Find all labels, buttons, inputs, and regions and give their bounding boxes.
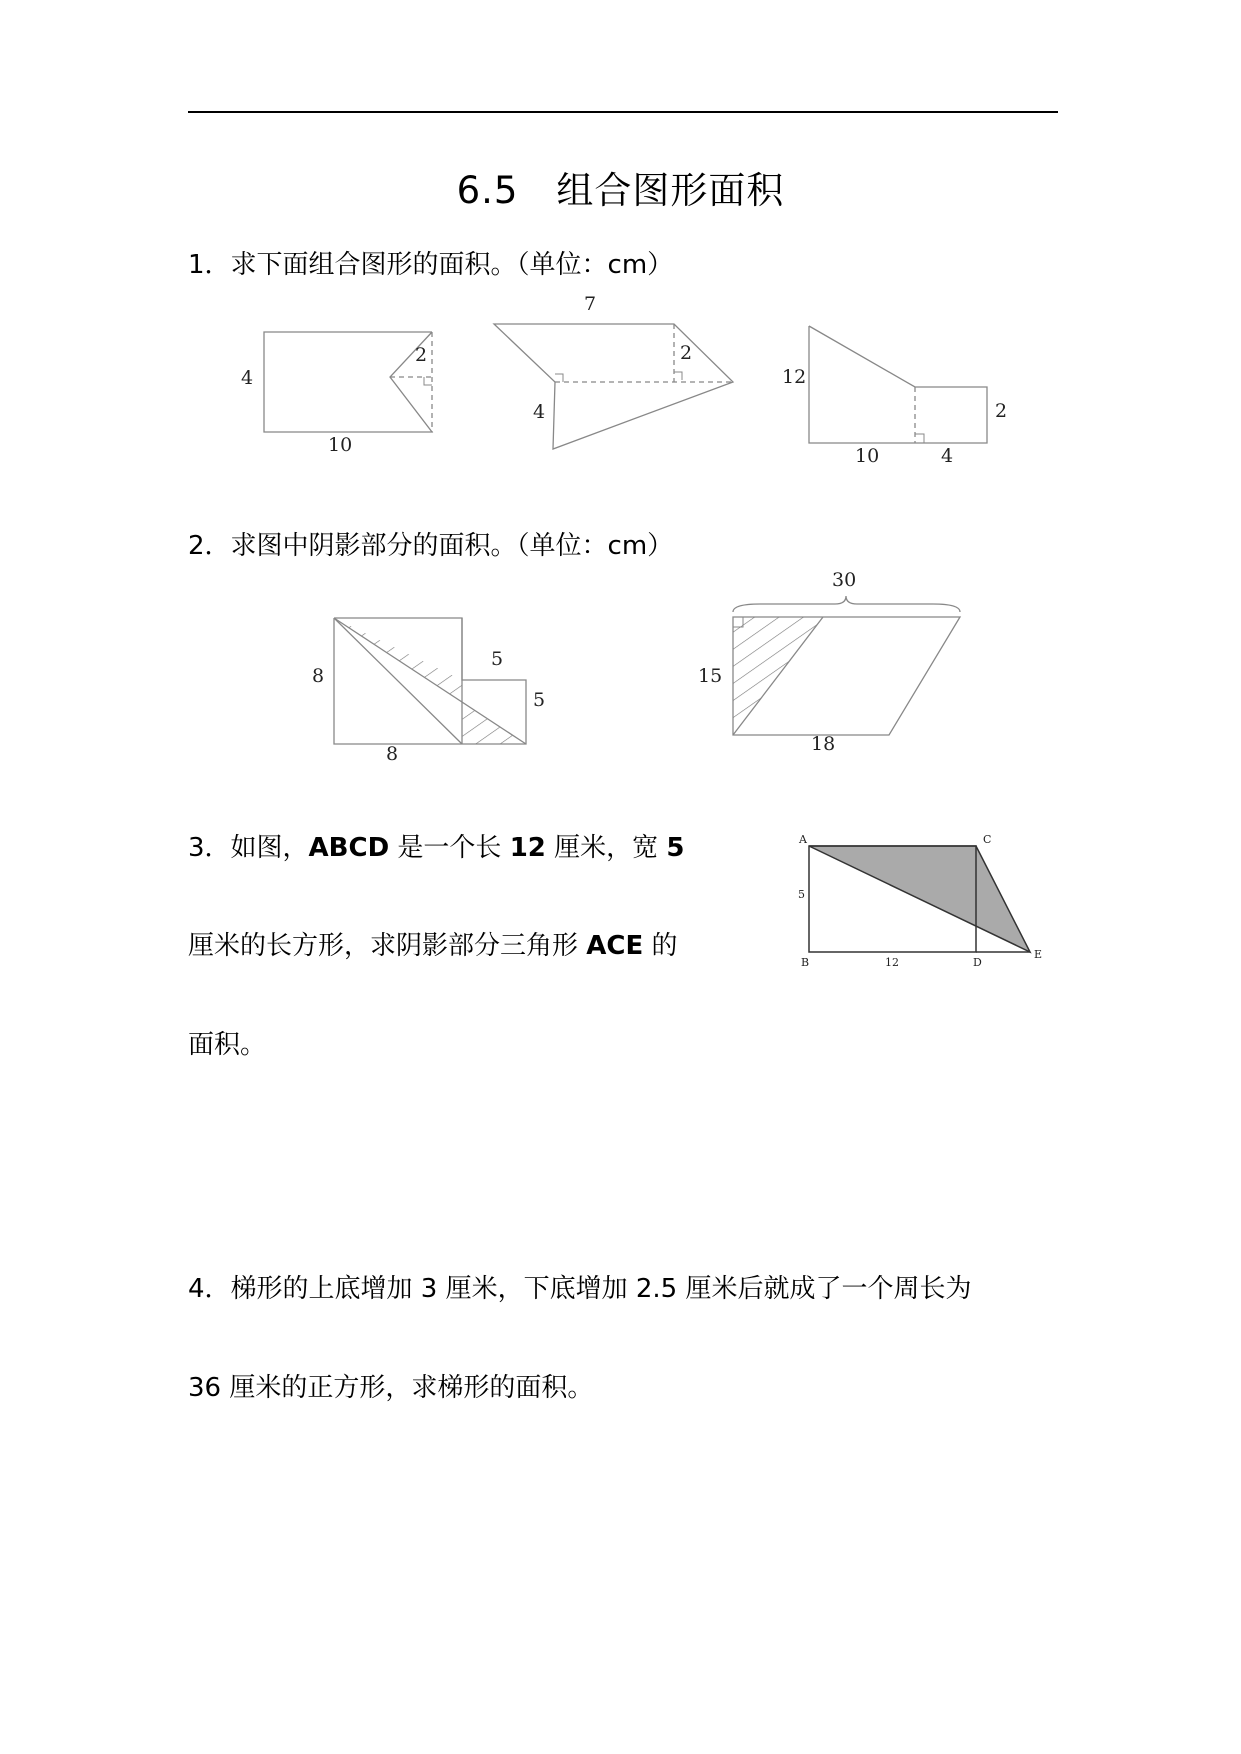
- q3-point-a: A: [799, 833, 807, 846]
- q3-figure: [809, 846, 1030, 952]
- q3-point-d: D: [973, 956, 982, 969]
- q2-fig2-top-label: 30: [832, 569, 857, 591]
- q1-figure-1: [264, 332, 432, 432]
- q1-fig1-notch-label: 2: [415, 344, 428, 366]
- question-3-line-2: [188, 925, 678, 962]
- q3-line2-suffix: 的: [643, 931, 678, 961]
- question-3-line-1: [188, 827, 685, 864]
- q3-point-e: E: [1034, 948, 1043, 961]
- q3-length: 12: [509, 833, 546, 863]
- q1-fig1-left-label: 4: [241, 367, 254, 389]
- q2-fig1-left-label: 8: [312, 665, 325, 687]
- q3-abcd: ABCD: [308, 833, 390, 863]
- q2-fig1-top-small-label: 5: [491, 648, 504, 670]
- q2-fig1-bottom-label: 8: [386, 743, 399, 765]
- q1-fig3-left-label: 12: [782, 366, 807, 388]
- q1-fig3-right-label: 2: [995, 400, 1008, 422]
- q1-fig3-bottom2-label: 4: [941, 445, 954, 467]
- q1-fig1-bottom-label: 10: [328, 434, 353, 456]
- q3-point-c: C: [983, 833, 992, 846]
- q3-line1-prefix: 3．如图，: [188, 833, 309, 863]
- question-4-line-2: 36 厘米的正方形，求梯形的面积。: [188, 1373, 594, 1403]
- q3-base-label: 12: [885, 956, 899, 969]
- question-3-line-3: 面积。: [188, 1030, 267, 1060]
- q1-figure-3: [809, 326, 987, 443]
- q3-line1-mid2: 厘米，宽: [545, 833, 667, 863]
- q2-figure-2: [733, 596, 960, 735]
- question-2-text: 2．求图中阴影部分的面积。（单位：cm）: [188, 531, 674, 561]
- q3-line1-mid: 是一个长: [389, 833, 510, 863]
- q3-side-label: 5: [798, 888, 805, 901]
- q3-width: 5: [666, 833, 685, 863]
- q2-fig2-bottom-label: 18: [811, 733, 836, 755]
- question-1-text: 1．求下面组合图形的面积。（单位：cm）: [188, 250, 674, 280]
- question-4-line-1: 4．梯形的上底增加 3 厘米，下底增加 2.5 厘米后就成了一个周长为: [188, 1274, 972, 1304]
- q1-fig2-top-label: 7: [584, 293, 597, 315]
- q1-figure-2: [494, 324, 733, 449]
- q2-fig1-right-small-label: 5: [533, 689, 546, 711]
- q1-fig2-right-label: 2: [680, 342, 693, 364]
- q3-line2-prefix: 厘米的长方形，求阴影部分三角形: [188, 931, 587, 961]
- q2-fig2-left-label: 15: [698, 665, 723, 687]
- q3-point-b: B: [801, 956, 810, 969]
- q1-fig2-left-label: 4: [533, 401, 546, 423]
- q1-fig3-bottom1-label: 10: [855, 445, 880, 467]
- page-title: 6.5 组合图形面积: [456, 169, 785, 212]
- q2-figure-1: [334, 618, 526, 744]
- q3-ace: ACE: [586, 931, 644, 961]
